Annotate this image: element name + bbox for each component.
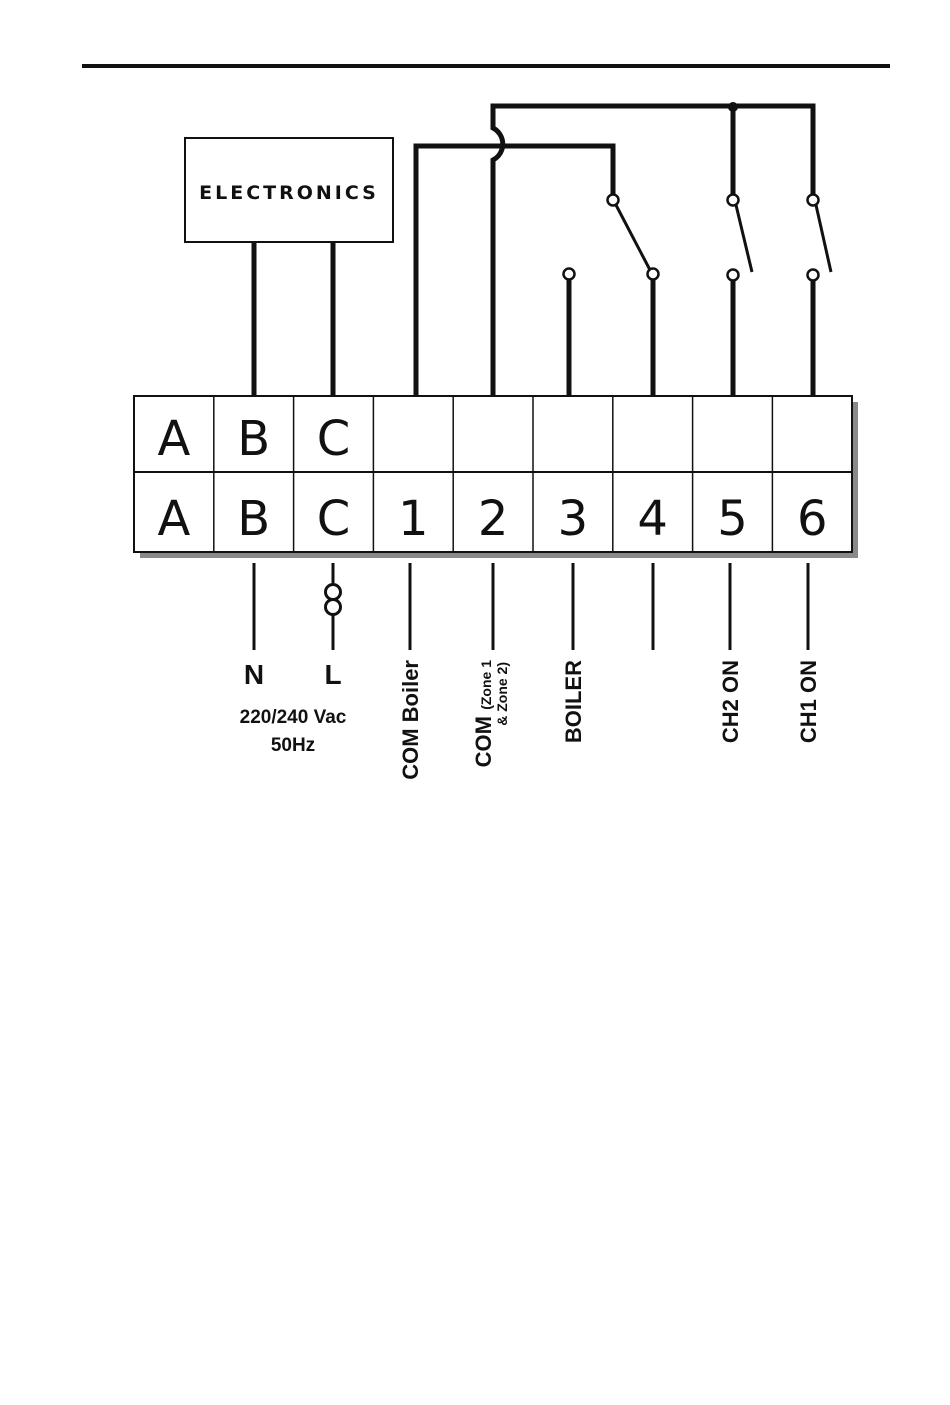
terminal-bottom-1: B — [237, 491, 271, 547]
terminal-top-1: B — [237, 411, 271, 467]
terminal-bottom-2: C — [316, 491, 351, 547]
neutral-label: N — [243, 659, 265, 690]
terminal-bottom-4: 2 — [477, 491, 509, 547]
electronics-module — [185, 138, 393, 242]
terminal-bottom-8: 6 — [797, 491, 828, 547]
ch2-on-label: CH2 ON — [718, 660, 743, 744]
terminal-bottom-3: 1 — [398, 491, 429, 547]
terminal-top-0: A — [157, 411, 191, 467]
junction-dot — [728, 102, 738, 112]
com-zone-main: COM — [471, 716, 496, 768]
com-zone-paren-2: & Zone 2) — [494, 662, 510, 726]
frequency-label: 50Hz — [270, 735, 316, 756]
fuse-icon-lower — [326, 600, 341, 615]
boiler-label: BOILER — [561, 660, 586, 744]
live-label: L — [324, 659, 342, 690]
wire-com-boiler — [416, 146, 613, 396]
com-zone-label — [471, 660, 510, 768]
terminal-bottom-5: 3 — [557, 491, 589, 547]
terminal-bottom-7: 5 — [717, 491, 748, 547]
ch1-on-label: CH1 ON — [796, 660, 821, 744]
voltage-label: 220/240 Vac — [239, 707, 347, 728]
electronics-label: ELECTRONICS — [199, 182, 379, 204]
terminal-top-2: C — [316, 411, 351, 467]
terminal-block — [134, 396, 852, 552]
com-zone-paren-1: (Zone 1 — [478, 660, 494, 710]
com-boiler-label: COM Boiler — [398, 660, 423, 780]
terminal-bottom-6: 4 — [637, 491, 668, 547]
boiler-switch — [564, 195, 659, 280]
ch1-switch — [808, 195, 832, 281]
fuse-icon-upper — [326, 585, 341, 600]
ch2-switch — [728, 195, 753, 281]
terminal-bottom-0: A — [157, 491, 191, 547]
